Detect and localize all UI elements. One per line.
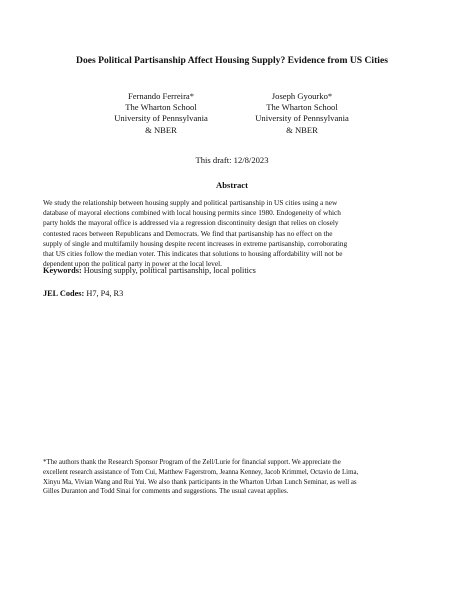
draft-date: This draft: 12/8/2023 [195, 155, 269, 165]
abstract-line: dependent upon the political party in power at the local level. [43, 259, 222, 269]
abstract-line: contested races between Republicans and Democrats. We find that partisanship has no effect on the [43, 228, 333, 238]
author-affiliation-line: & NBER [286, 124, 318, 135]
paper-title: Does Political Partisanship Affect Housing Supply? Evidence from US Cities [76, 55, 388, 66]
jel-label: JEL Codes: [43, 289, 85, 298]
author-affiliation-line: & NBER [145, 124, 177, 135]
author-affiliation-line: The Wharton School [125, 102, 197, 113]
acknowledgement-footnote [43, 458, 423, 497]
jel-codes [43, 288, 123, 299]
author-block-gyourko [237, 91, 367, 136]
footnote-line: Gilles Duranton and Todd Sinai for comments and suggestions. The usual caveat applies. [43, 488, 289, 496]
abstract-line: We study the relationship between housing supply and political partisanship in US cities using a new [43, 198, 338, 207]
author-affiliation-line: The Wharton School [266, 102, 338, 113]
author-name: Fernando Ferreira* [127, 91, 195, 101]
keywords [43, 265, 256, 276]
abstract-line: party holds the mayoral office is addressed via a regression discontinuity design that relies on closely [43, 218, 339, 228]
author-affiliation-line: University of Pennsylvania [114, 113, 208, 124]
author-name: Joseph Gyourko* [271, 91, 333, 101]
keywords-label: Keywords: [43, 266, 82, 275]
abstract-line: database of mayoral elections combined with local housing permits since 1980. Endogeneity of which [43, 208, 341, 218]
footnote-line: Xinyu Ma, Vivian Wang and Rui Yui. We also thank participants in the Wharton Urban Lunch Seminar, as well as [43, 478, 357, 486]
keywords-text: Housing supply, political partisanship, local politics [81, 266, 256, 275]
abstract-line: supply of single and multifamily housing despite recent increases in extreme partisanship, corroborating [43, 238, 348, 248]
abstract-body [43, 198, 421, 269]
jel-text: H7, P4, R3 [84, 289, 124, 298]
footnote-line: excellent research assistance of Tom Cui, Matthew Fagerstrom, Jeanna Kenney, Jacob Krimmel, Octavio de Lima, [43, 468, 359, 476]
abstract-heading: Abstract [216, 180, 248, 190]
footnote-line: *The authors thank the Research Sponsor Program of the Zell/Lurie for financial support. We appreciate the [43, 459, 341, 466]
abstract-line: that US cities follow the median voter. This indicates that solutions to housing affordability will not be [43, 249, 343, 259]
author-affiliation-line: University of Pennsylvania [255, 113, 349, 124]
author-block-ferreira [96, 91, 226, 136]
